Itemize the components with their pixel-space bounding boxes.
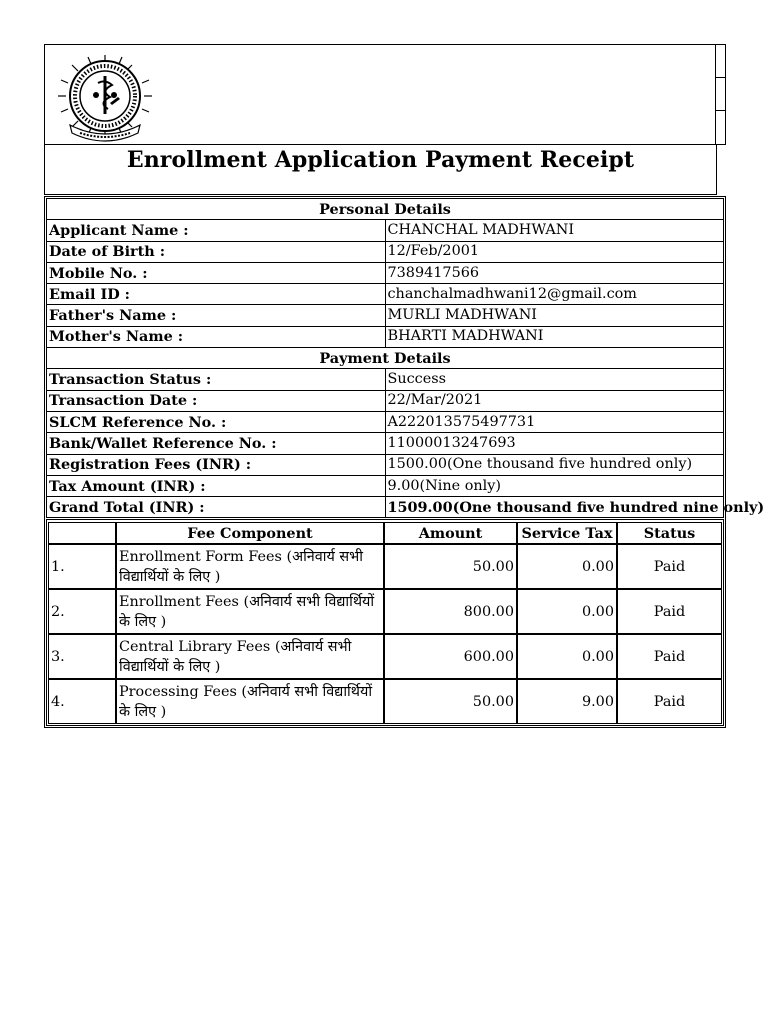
row-number: 4. [48, 679, 116, 724]
fee-component: Central Library Fees (अनिवार्य सभी विद्यार्थियों के लिए ) [116, 634, 384, 679]
table-row [47, 305, 724, 326]
transaction-status-value: Success [385, 369, 724, 390]
bank-reference-value: 11000013247693 [385, 433, 724, 454]
applicant-name-label: Applicant Name : [47, 220, 386, 241]
dob-value: 12/Feb/2001 [385, 241, 724, 262]
row-number: 3. [48, 634, 116, 679]
mother-name-value: BHARTI MADHWANI [385, 326, 724, 347]
fee-amount: 50.00 [384, 544, 517, 589]
row-number: 2. [48, 589, 116, 634]
fee-service-tax: 9.00 [517, 679, 617, 724]
applicant-name-value: CHANCHAL MADHWANI [385, 220, 724, 241]
fee-status: Paid [617, 679, 722, 724]
header-right-cells [715, 45, 725, 144]
amount-header: Amount [384, 522, 517, 544]
table-row [48, 679, 722, 724]
fee-status: Paid [617, 634, 722, 679]
mobile-label: Mobile No. : [47, 262, 386, 283]
email-value: chanchalmadhwani12@gmail.com [385, 284, 724, 305]
table-row [47, 390, 724, 411]
fee-service-tax: 0.00 [517, 544, 617, 589]
fee-amount: 50.00 [384, 679, 517, 724]
grand-total-value: 1509.00(One thousand five hundred nine only) [385, 497, 724, 518]
fee-component: Enrollment Fees (अनिवार्य सभी विद्यार्थियों के लिए ) [116, 589, 384, 634]
mobile-value: 7389417566 [385, 262, 724, 283]
fees-table-frame [46, 519, 724, 726]
table-row [47, 369, 724, 390]
bank-reference-label: Bank/Wallet Reference No. : [47, 433, 386, 454]
transaction-status-label: Transaction Status : [47, 369, 386, 390]
slcm-reference-label: SLCM Reference No. : [47, 411, 386, 432]
service-tax-header: Service Tax [517, 522, 617, 544]
fee-amount: 600.00 [384, 634, 517, 679]
receipt-body [44, 196, 765, 728]
table-row [48, 634, 722, 679]
fee-status: Paid [617, 589, 722, 634]
table-row [47, 284, 724, 305]
no-column-header [48, 522, 116, 544]
fee-status: Paid [617, 544, 722, 589]
fee-service-tax: 0.00 [517, 589, 617, 634]
transaction-date-label: Transaction Date : [47, 390, 386, 411]
personal-section-title: Personal Details [47, 199, 724, 220]
title-box [44, 144, 717, 195]
fees-table [48, 522, 722, 724]
fee-service-tax: 0.00 [517, 634, 617, 679]
fee-component: Enrollment Form Fees (अनिवार्य सभी विद्यार्थियों के लिए ) [116, 544, 384, 589]
tax-amount-value: 9.00(Nine only) [385, 475, 724, 496]
university-seal-logo [50, 51, 160, 141]
row-number: 1. [48, 544, 116, 589]
table-row [47, 326, 724, 347]
father-name-label: Father's Name : [47, 305, 386, 326]
transaction-date-value: 22/Mar/2021 [385, 390, 724, 411]
header-frame [44, 44, 726, 145]
table-row [47, 241, 724, 262]
table-row [47, 497, 724, 518]
status-header: Status [617, 522, 722, 544]
table-row [47, 411, 724, 432]
table-row [48, 544, 722, 589]
father-name-value: MURLI MADHWANI [385, 305, 724, 326]
fee-component: Processing Fees (अनिवार्य सभी विद्यार्थियों के लिए ) [116, 679, 384, 724]
fee-component-header: Fee Component [116, 522, 384, 544]
mother-name-label: Mother's Name : [47, 326, 386, 347]
dob-label: Date of Birth : [47, 241, 386, 262]
fees-header-row [48, 522, 722, 544]
details-table [46, 198, 765, 518]
registration-fees-value: 1500.00(One thousand five hundred only) [385, 454, 724, 475]
table-row [47, 454, 724, 475]
fee-amount: 800.00 [384, 589, 517, 634]
table-row [47, 433, 724, 454]
grand-total-label: Grand Total (INR) : [47, 497, 386, 518]
table-row [47, 262, 724, 283]
table-row [47, 220, 724, 241]
table-row [47, 475, 724, 496]
payment-section-title: Payment Details [47, 348, 724, 369]
registration-fees-label: Registration Fees (INR) : [47, 454, 386, 475]
email-label: Email ID : [47, 284, 386, 305]
table-row [48, 589, 722, 634]
page-title: Enrollment Application Payment Receipt [126, 147, 635, 173]
tax-amount-label: Tax Amount (INR) : [47, 475, 386, 496]
slcm-reference-value: A222013575497731 [385, 411, 724, 432]
